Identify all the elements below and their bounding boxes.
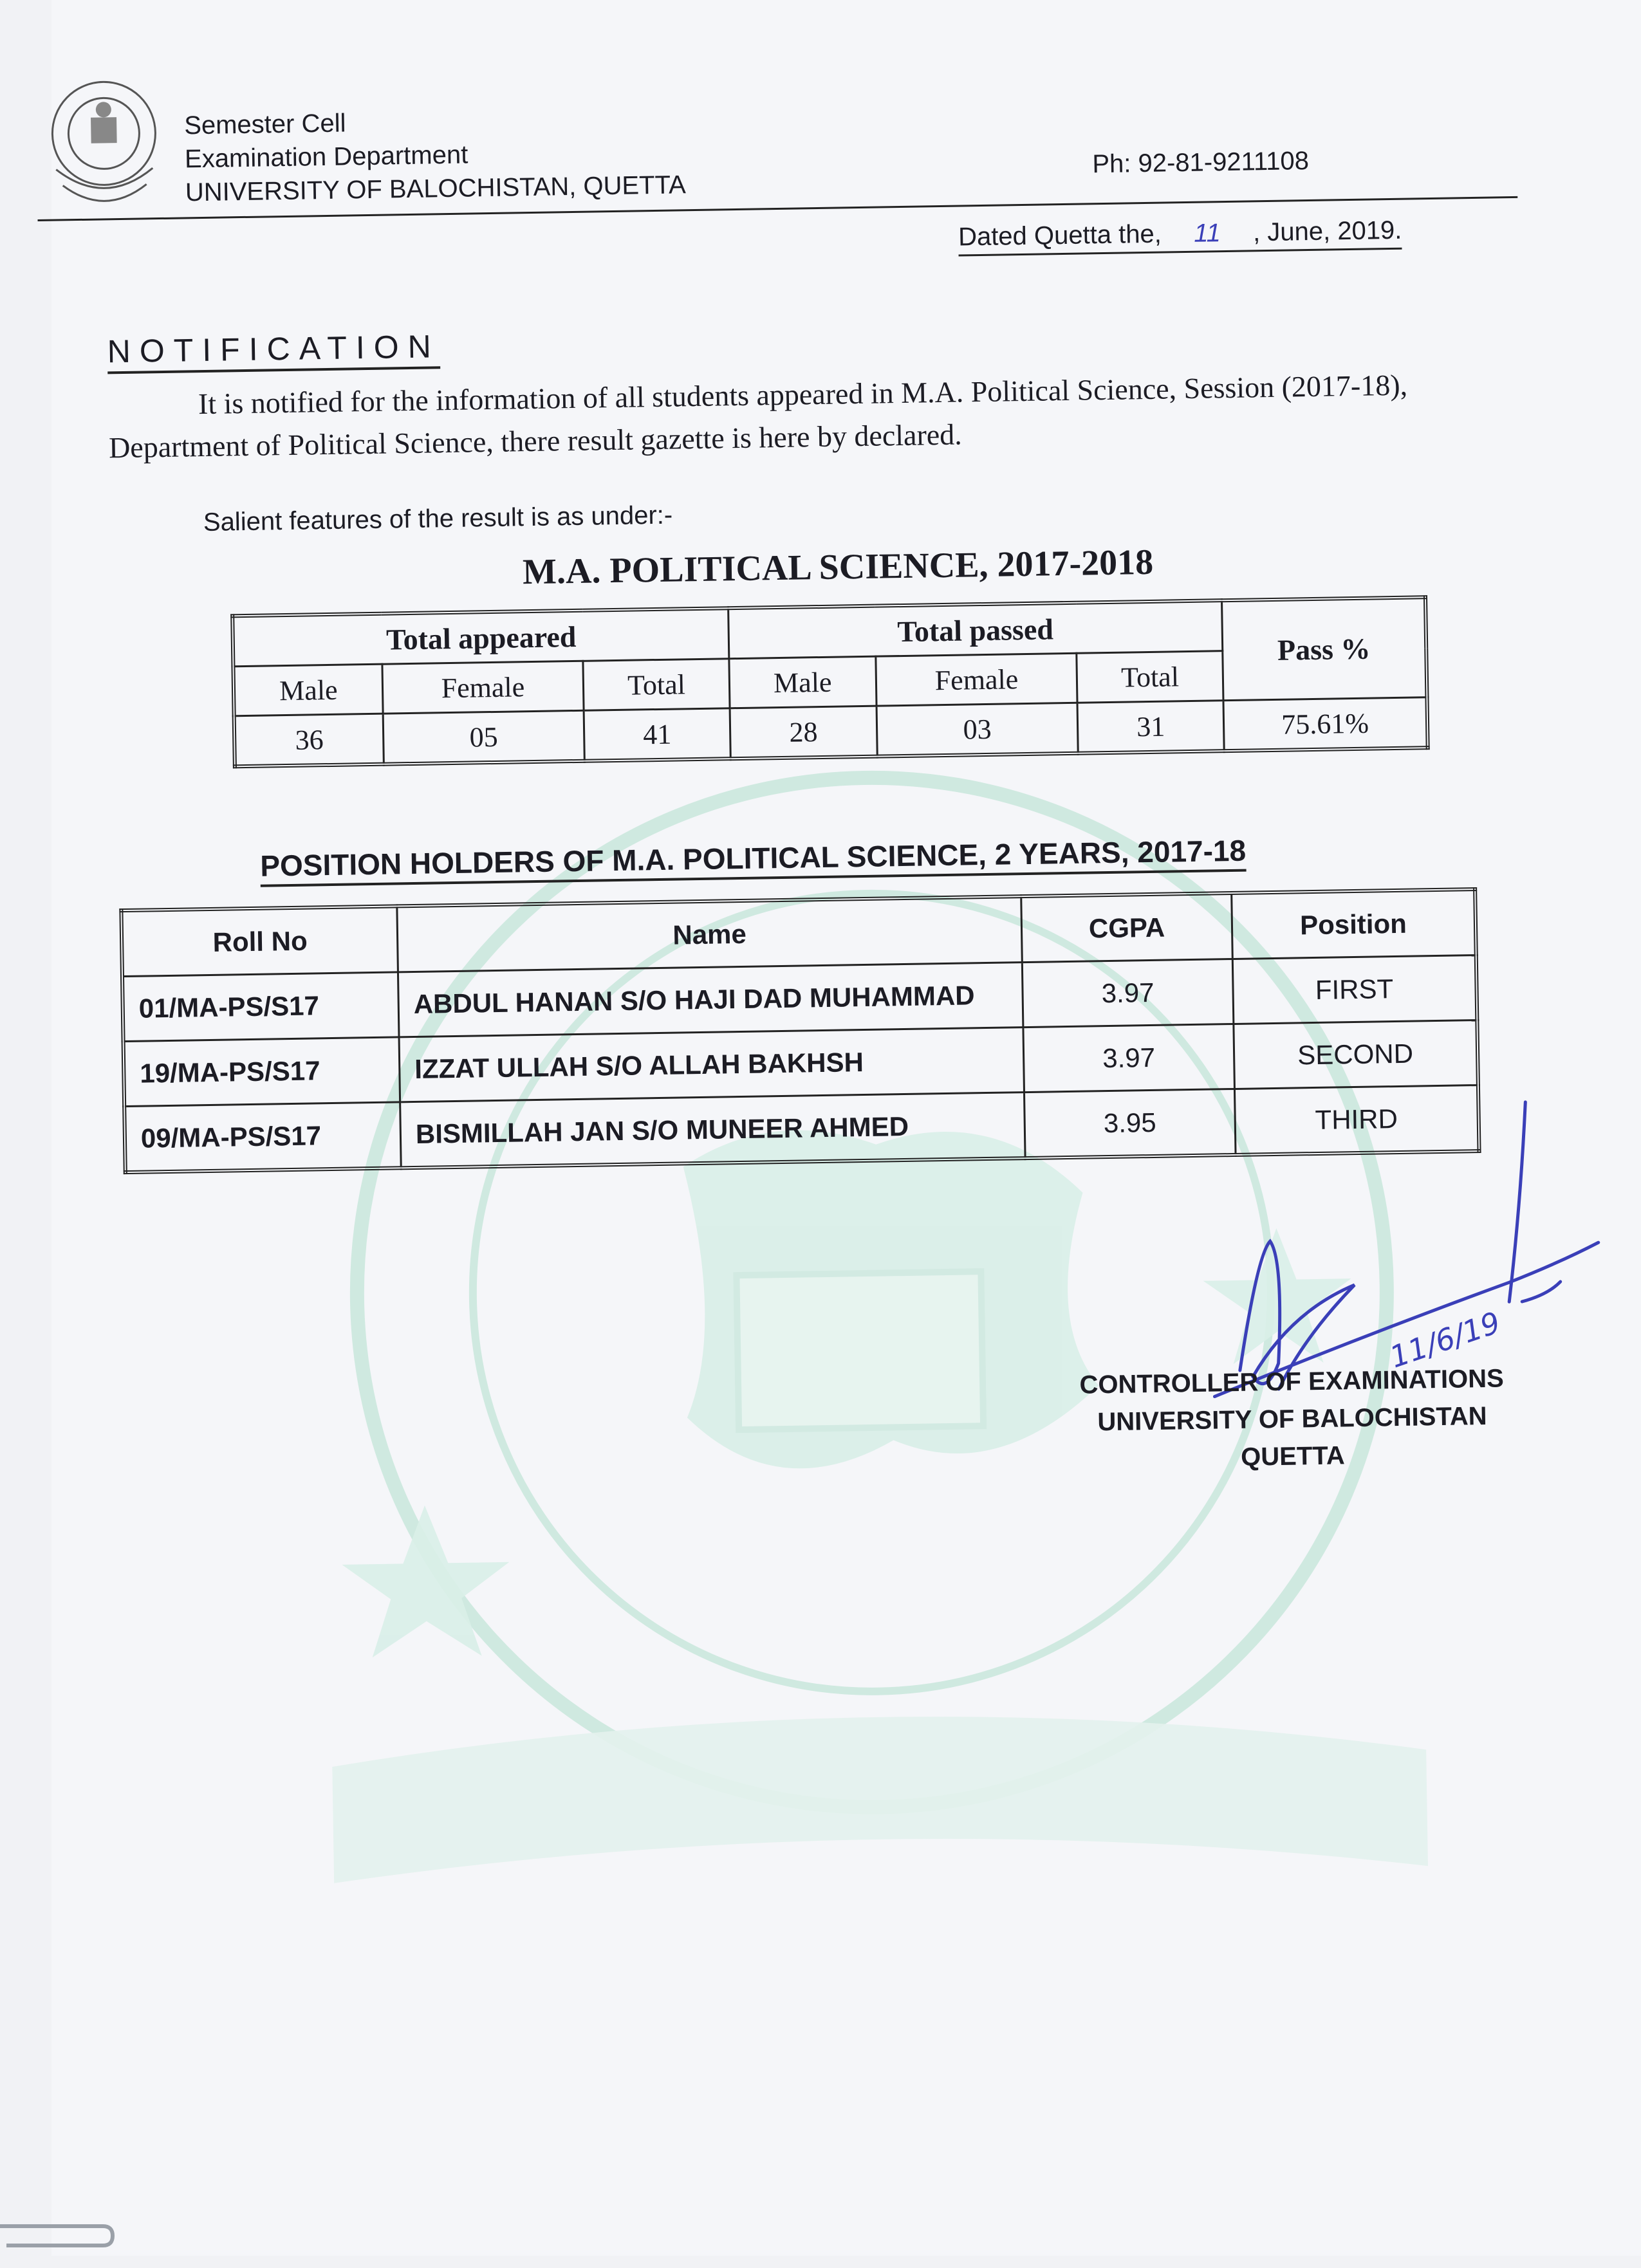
position-cell: THIRD	[1234, 1085, 1479, 1155]
controller-line-3: QUETTA	[1240, 1441, 1346, 1471]
cgpa-cell: 3.97	[1023, 1024, 1235, 1092]
header-line-2: Examination Department	[184, 140, 468, 174]
pass-percent-header: Pass %	[1222, 597, 1427, 700]
value-cell: 05	[383, 710, 585, 764]
cgpa-cell: 3.95	[1024, 1089, 1236, 1158]
header-line-3: UNIVERSITY OF BALOCHISTAN, QUETTA	[185, 171, 687, 207]
roll-no-cell: 01/MA-PS/S17	[122, 972, 399, 1042]
value-cell: 03	[876, 703, 1079, 756]
pass-percent-value: 75.61%	[1223, 697, 1428, 751]
document-content	[34, 0, 1641, 2268]
value-cell: 36	[234, 714, 384, 766]
salient-features-line: Salient features of the result is as under:-	[203, 501, 673, 537]
value-cell: 41	[584, 708, 730, 761]
roll-no-cell: 19/MA-PS/S17	[124, 1037, 400, 1107]
name-cell: BISMILLAH JAN S/O MUNEER AHMED	[400, 1093, 1025, 1168]
sub-header-cell: Male	[233, 664, 382, 716]
notification-heading: NOTIFICATION	[107, 327, 440, 374]
roll-no-cell: 09/MA-PS/S17	[124, 1102, 401, 1172]
position-holders-title: POSITION HOLDERS OF M.A. POLITICAL SCIENCE, 2 YEARS, 2017-18	[260, 833, 1247, 887]
handwritten-day: 11	[1193, 219, 1221, 248]
name-cell: ABDUL HANAN S/O HAJI DAD MUHAMMAD	[398, 963, 1023, 1037]
summary-group-header-row	[232, 597, 1426, 667]
position-header: Position	[1232, 889, 1476, 959]
paper-clip	[0, 2213, 116, 2256]
total-appeared-header: Total appeared	[232, 608, 728, 667]
sub-header-cell: Total	[1077, 651, 1223, 703]
notification-body: It is notified for the information of all students appeared in M.A. Political Science, Session (2017-18), Department of Political Science, there result gazette is here by declared.	[108, 368, 1408, 465]
name-header: Name	[397, 896, 1022, 972]
header-line-1: Semester Cell	[183, 109, 346, 140]
controller-block	[1002, 1359, 1583, 1480]
sub-header-cell: Female	[382, 661, 584, 714]
phone-number: Ph: 92-81-9211108	[1092, 146, 1310, 179]
controller-line-1: CONTROLLER OF EXAMINATIONS	[1079, 1364, 1505, 1399]
value-cell: 31	[1077, 701, 1224, 753]
position-cell: FIRST	[1232, 955, 1477, 1024]
cgpa-cell: 3.97	[1022, 959, 1234, 1027]
dated-line	[958, 216, 1402, 257]
controller-line-2: UNIVERSITY OF BALOCHISTAN	[1097, 1401, 1487, 1437]
name-cell: IZZAT ULLAH S/O ALLAH BAKHSH	[399, 1028, 1024, 1102]
result-summary-table	[230, 595, 1430, 768]
value-cell: 28	[730, 706, 877, 759]
position-cell: SECOND	[1234, 1020, 1478, 1089]
cgpa-header: CGPA	[1021, 893, 1233, 963]
university-seal-logo	[42, 71, 173, 221]
roll-no-header: Roll No	[121, 906, 398, 976]
sub-header-cell: Total	[583, 659, 730, 711]
document-page	[51, 0, 1641, 2256]
total-passed-header: Total passed	[728, 600, 1222, 659]
dated-prefix: Dated Quetta the,	[958, 219, 1162, 252]
summary-title: M.A. POLITICAL SCIENCE, 2017-2018	[522, 542, 1154, 593]
sub-header-cell: Female	[876, 653, 1078, 706]
signature-date: 11/6/19	[1385, 1304, 1505, 1375]
sub-header-cell: Male	[729, 656, 876, 708]
dated-suffix: , June, 2019.	[1252, 216, 1402, 247]
